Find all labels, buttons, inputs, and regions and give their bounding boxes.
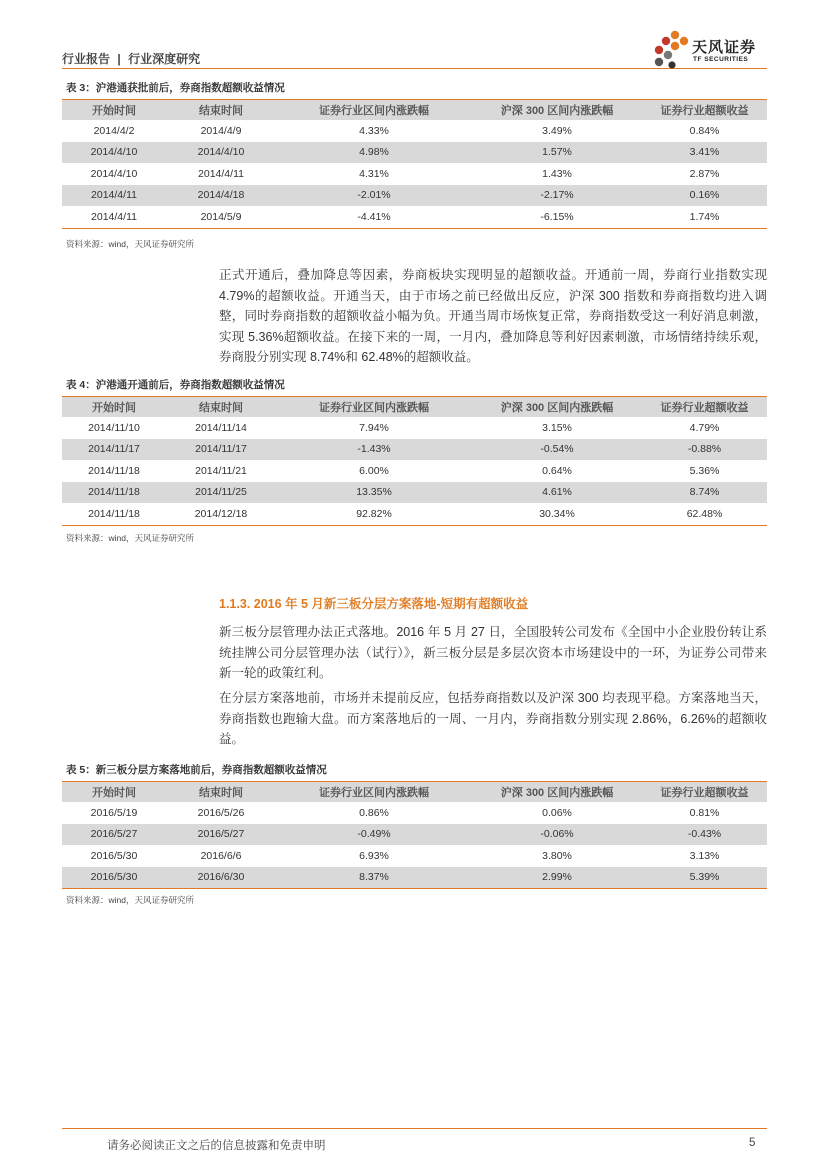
table-cell: 2014/4/10 — [90, 146, 138, 159]
table-cell: 0.16% — [689, 189, 720, 202]
table-row — [62, 867, 767, 889]
table3-title: 表 3：沪港通获批前后，券商指数超额收益情况 — [66, 82, 285, 94]
table-cell: 0.64% — [542, 464, 572, 477]
table-cell: 8.74% — [689, 486, 720, 499]
table3-source: 资料来源：wind，天风证券研究所 — [66, 239, 194, 249]
table-cell: 7.94% — [359, 421, 389, 434]
table-cell: -2.17% — [540, 189, 574, 202]
table-cell: 6.00% — [359, 464, 389, 477]
col-header-end: 结束时间 — [166, 782, 276, 803]
table-row — [62, 503, 767, 525]
logo-mark-icon — [648, 30, 692, 70]
table4-title: 表 4：沪港通开通前后，券商指数超额收益情况 — [66, 379, 285, 391]
col-header-excess: 证券行业超额收益 — [642, 782, 767, 803]
col-header-excess: 证券行业超额收益 — [642, 100, 767, 121]
table-cell: 2016/5/26 — [197, 806, 245, 819]
col-header-excess: 证券行业超额收益 — [642, 397, 767, 418]
table-cell: 8.37% — [276, 867, 472, 889]
table-cell: 2014/11/18 — [62, 503, 166, 525]
report-type: 行业报告 — [62, 52, 111, 66]
col-header-hs300: 沪深 300 区间内涨跌幅 — [472, 397, 642, 418]
table-header-row — [62, 782, 767, 803]
header-separator: | — [117, 52, 121, 66]
table-cell: 0.84% — [689, 124, 720, 137]
col-header-start: 开始时间 — [62, 397, 166, 418]
table-header-row — [62, 397, 767, 418]
col-header-end: 结束时间 — [166, 397, 276, 418]
table-cell: -2.01% — [357, 189, 391, 202]
table-cell: 4.98% — [359, 146, 389, 159]
table-cell: -0.06% — [540, 828, 574, 841]
col-header-start: 开始时间 — [62, 782, 166, 803]
table-row — [62, 142, 767, 164]
table-cell: 2016/6/30 — [166, 867, 276, 889]
table-cell: 1.43% — [542, 167, 572, 180]
col-header-industry: 证券行业区间内涨跌幅 — [276, 100, 472, 121]
table-cell: 2014/11/10 — [88, 421, 140, 434]
table-row — [62, 845, 767, 867]
table-cell: 2014/5/9 — [166, 206, 276, 228]
table-header-row — [62, 100, 767, 121]
table-cell: 1.74% — [642, 206, 767, 228]
table-cell: 2014/11/17 — [195, 443, 247, 456]
table-cell: 1.57% — [542, 146, 572, 159]
table-cell: 2014/11/18 — [88, 464, 140, 477]
table-cell: 6.93% — [359, 849, 389, 862]
table-cell: 2014/4/9 — [200, 124, 242, 137]
table-row — [62, 439, 767, 461]
table-cell: -6.15% — [472, 206, 642, 228]
table-cell: 62.48% — [642, 503, 767, 525]
table-cell: 2.87% — [689, 167, 720, 180]
table-cell: 2014/4/2 — [93, 124, 135, 137]
paragraph-market-reaction: 在分层方案落地前，市场并未提前反应，包括券商指数以及沪深 300 均表现平稳。方案落地当天，券商指数也跑输大盘。而方案落地后的一周、一月内，券商指数分别实现 2.86%，6.26%的超额收益。 — [219, 691, 767, 746]
table-cell: 2016/5/30 — [90, 849, 138, 862]
table-cell: 0.86% — [359, 806, 389, 819]
table-cell: 2016/5/27 — [197, 828, 245, 841]
table-cell: 2014/4/11 — [91, 189, 137, 202]
table-cell: 3.80% — [542, 849, 572, 862]
table-cell: 2014/12/18 — [166, 503, 276, 525]
paragraph-policy: 新三板分层管理办法正式落地。2016 年 5 月 27 日，全国股转公司发布《全国中小企业股份转让系统挂牌公司分层管理办法（试行）》，新三板分层是多层次资本市场建设中的一环，为证券公司带来新一轮的政策红利。 — [219, 625, 767, 680]
table-cell: 2.99% — [472, 867, 642, 889]
report-category — [62, 50, 200, 67]
table4-source: 资料来源：wind，天风证券研究所 — [66, 533, 194, 543]
table-row — [62, 802, 767, 824]
table-row — [62, 460, 767, 482]
table-cell: 3.13% — [689, 849, 720, 862]
table-cell: 3.15% — [542, 421, 572, 434]
table-cell: 92.82% — [276, 503, 472, 525]
table-cell: 2014/11/25 — [195, 486, 247, 499]
table-row — [62, 163, 767, 185]
table-row — [62, 417, 767, 439]
company-logo — [648, 30, 768, 70]
table5 — [62, 781, 767, 889]
table5-source: 资料来源：wind，天风证券研究所 — [66, 895, 194, 905]
section-heading: 1.1.3. 2016 年 5 月新三板分层方案落地-短期有超额收益 — [219, 597, 529, 611]
table-row — [62, 482, 767, 504]
table-cell: 3.49% — [542, 124, 572, 137]
logo-text: 天风证券 — [692, 39, 757, 56]
report-subtype: 行业深度研究 — [128, 52, 201, 66]
table-cell: 2014/11/21 — [195, 464, 247, 477]
table-cell: 2014/4/11 — [198, 167, 244, 180]
logo-text-en: TF SECURITIES — [693, 56, 749, 63]
footer-divider — [62, 1128, 767, 1129]
col-header-end: 结束时间 — [166, 100, 276, 121]
table4 — [62, 396, 767, 526]
table-cell: 2014/4/18 — [197, 189, 245, 202]
table-cell: 2016/6/6 — [200, 849, 242, 862]
table-cell: 4.33% — [359, 124, 389, 137]
table-cell: 2014/4/10 — [90, 167, 138, 180]
col-header-hs300: 沪深 300 区间内涨跌幅 — [472, 782, 642, 803]
table-cell: 13.35% — [356, 486, 392, 499]
table-cell: 2014/11/17 — [88, 443, 140, 456]
table-cell: -4.41% — [276, 206, 472, 228]
table3 — [62, 99, 767, 229]
table-cell: 2016/5/30 — [62, 867, 166, 889]
table-cell: 2014/11/14 — [195, 421, 247, 434]
table5-title: 表 5：新三板分层方案落地前后，券商指数超额收益情况 — [66, 764, 327, 776]
table-cell: 2016/5/27 — [90, 828, 138, 841]
col-header-hs300: 沪深 300 区间内涨跌幅 — [472, 100, 642, 121]
table-cell: 2014/4/10 — [197, 146, 245, 159]
table-cell: 5.36% — [689, 464, 720, 477]
table-cell: -0.54% — [540, 443, 574, 456]
table-row — [62, 185, 767, 207]
table-cell: -0.88% — [687, 443, 722, 456]
col-header-start: 开始时间 — [62, 100, 166, 121]
table-row — [62, 206, 767, 228]
col-header-industry: 证券行业区间内涨跌幅 — [276, 397, 472, 418]
table-cell: 4.61% — [542, 486, 572, 499]
table-cell: 0.06% — [542, 806, 572, 819]
table-cell: 2014/4/11 — [62, 206, 166, 228]
table-cell: -0.49% — [357, 828, 391, 841]
table-cell: -0.43% — [687, 828, 722, 841]
table-cell: 5.39% — [642, 867, 767, 889]
table-row — [62, 120, 767, 142]
table-cell: 0.81% — [689, 806, 720, 819]
page-number: 5 — [749, 1137, 756, 1149]
table-cell: 4.79% — [689, 421, 720, 434]
table-cell: 2014/11/18 — [88, 486, 140, 499]
table-cell: 3.41% — [689, 146, 720, 159]
table-row — [62, 824, 767, 846]
table-cell: 2016/5/19 — [90, 806, 138, 819]
table-cell: -1.43% — [357, 443, 391, 456]
footer-disclaimer: 请务必阅读正文之后的信息披露和免责申明 — [107, 1140, 326, 1152]
table-cell: 4.31% — [359, 167, 389, 180]
table-cell: 30.34% — [472, 503, 642, 525]
paragraph-opening-analysis: 正式开通后，叠加降息等因素，券商板块实现明显的超额收益。开通前一周，券商行业指数实现 4.79%的超额收益。开通当天，由于市场之前已经做出反应，沪深 300 指数和券商指数均进入调整，同时券商指数的超额收益小幅为负。开通当周市场恢复正常，券商指数受这一利好消息刺激，实现 5.36%超额收益。在接下来的一周，一月内，叠加降息等利好因素刺激，市场情绪持续乐观，券商股分别实现 8.74%和 62.48%的超额收益。 — [219, 268, 767, 364]
col-header-industry: 证券行业区间内涨跌幅 — [276, 782, 472, 803]
